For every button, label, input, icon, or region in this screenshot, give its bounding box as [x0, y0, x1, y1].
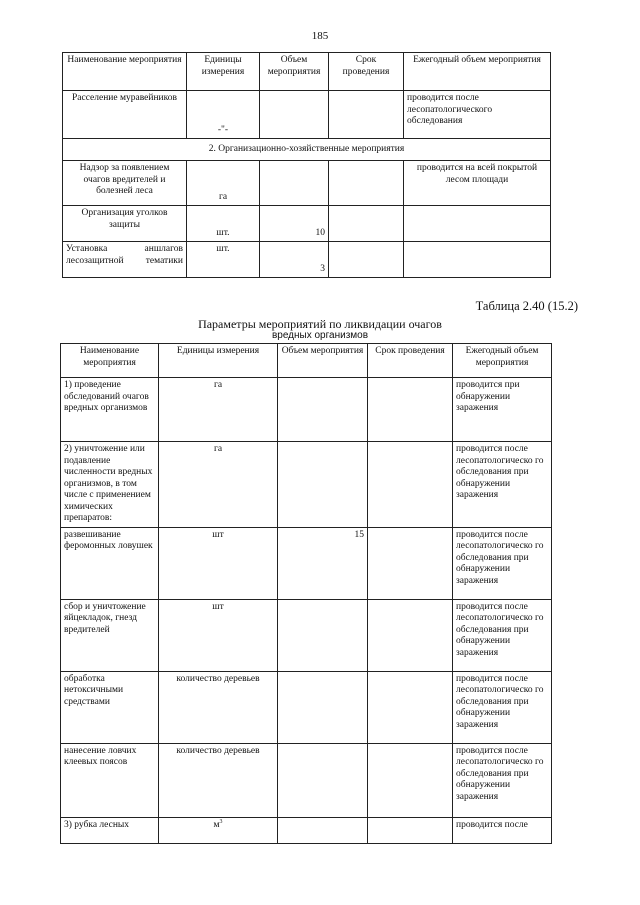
- page-number: 185: [311, 30, 329, 42]
- cell-unit: количество деревьев: [159, 671, 278, 743]
- cell-name: обработка нетоксичными средствами: [61, 671, 159, 743]
- cell-annual: проводится на всей покрытой лесом площади: [404, 161, 551, 206]
- cell-annual: проводится после лесопатологическо го обследования при обнаружении заражения: [453, 442, 552, 528]
- cell-annual: проводится после лесопатологическо го обследования при обнаружении заражения: [453, 671, 552, 743]
- section-row: [63, 139, 551, 161]
- cell-annual: проводится после лесопатологическо го обследования при обнаружении заражения: [453, 527, 552, 599]
- header-name: Наименование мероприятия: [63, 53, 187, 91]
- cell-volume: [278, 442, 368, 528]
- cell-volume: [278, 817, 368, 843]
- table-header-row: [61, 344, 552, 378]
- table-header-row: [63, 53, 551, 91]
- cell-annual: проводится после лесопатологическо го обследования при обнаружении заражения: [453, 599, 552, 671]
- table-number: Таблица 2.40 (15.2): [475, 299, 578, 313]
- cell-name: Надзор за появлением очагов вредителей и болезней леса: [63, 161, 187, 206]
- header-volume: Объем мероприятия: [260, 53, 329, 91]
- cell-unit: шт: [159, 599, 278, 671]
- table-row: [61, 599, 552, 671]
- cell-name: развешивание феромонных ловушек: [61, 527, 159, 599]
- cell-term: [368, 378, 453, 442]
- cell-volume: [278, 743, 368, 817]
- cell-term: [368, 442, 453, 528]
- cell-term: [329, 161, 404, 206]
- cell-unit: [159, 817, 278, 843]
- cell-volume: 3: [260, 242, 329, 278]
- table-row: [63, 161, 551, 206]
- measures-table-continued: [62, 52, 551, 278]
- table-row: [61, 743, 552, 817]
- header-name: Наименование мероприятия: [61, 344, 159, 378]
- cell-annual: проводится после лесопатологического обследования: [404, 91, 551, 139]
- cell-term: [329, 91, 404, 139]
- pest-elimination-table: [60, 343, 552, 844]
- cell-term: [368, 817, 453, 843]
- cell-volume: 15: [278, 527, 368, 599]
- cell-volume: [278, 671, 368, 743]
- header-annual: Ежегодный объем мероприятия: [453, 344, 552, 378]
- cell-name: 2) уничтожение или подавление численности вредных организмов, в том числе с применением химических препаратов:: [61, 442, 159, 528]
- table-row: [63, 91, 551, 139]
- header-unit: Единицы измерения: [159, 344, 278, 378]
- cell-unit: шт: [159, 527, 278, 599]
- cell-volume: 10: [260, 206, 329, 242]
- header-term: Срок проведения: [368, 344, 453, 378]
- cell-unit: шт.: [187, 242, 260, 278]
- cell-name: 1) проведение обследований очагов вредных организмов: [61, 378, 159, 442]
- cell-term: [368, 671, 453, 743]
- cell-annual: проводится после: [453, 817, 552, 843]
- section-title: 2. Организационно-хозяйственные мероприятия: [63, 139, 551, 161]
- unit-superscript: 3: [219, 818, 223, 825]
- cell-volume: [278, 378, 368, 442]
- table-row: [63, 242, 551, 278]
- cell-name: Организация уголков защиты: [63, 206, 187, 242]
- cell-term: [329, 242, 404, 278]
- table-row: [61, 817, 552, 843]
- header-unit: Единицы измерения: [187, 53, 260, 91]
- cell-name: Установка аншлагов лесозащитной тематики: [63, 242, 187, 278]
- table-row: [63, 206, 551, 242]
- cell-name: нанесение ловчих клеевых поясов: [61, 743, 159, 817]
- cell-name: сбор и уничтожение яйцекладок, гнезд вредителей: [61, 599, 159, 671]
- cell-unit: шт.: [187, 206, 260, 242]
- cell-term: [368, 743, 453, 817]
- cell-volume: [278, 599, 368, 671]
- cell-term: [329, 206, 404, 242]
- cell-term: [368, 599, 453, 671]
- table-row: [61, 378, 552, 442]
- cell-volume: [260, 91, 329, 139]
- cell-unit: га: [187, 161, 260, 206]
- cell-unit: количество деревьев: [159, 743, 278, 817]
- unit-text: м: [213, 819, 220, 830]
- cell-volume: [260, 161, 329, 206]
- header-volume: Объем мероприятия: [278, 344, 368, 378]
- cell-unit: -"-: [187, 91, 260, 139]
- cell-name: 3) рубка лесных: [61, 817, 159, 843]
- header-annual: Ежегодный объем мероприятия: [404, 53, 551, 91]
- cell-term: [368, 527, 453, 599]
- cell-name: Расселение муравейников: [63, 91, 187, 139]
- table-title: Параметры мероприятий по ликвидации очагов: [198, 317, 442, 331]
- cell-annual: [404, 242, 551, 278]
- cell-unit: га: [159, 442, 278, 528]
- table-row: [61, 671, 552, 743]
- cell-annual: проводится при обнаружении заражения: [453, 378, 552, 442]
- cell-unit: га: [159, 378, 278, 442]
- cell-annual: проводится после лесопатологическо го обследования при обнаружении заражения: [453, 743, 552, 817]
- table-subtitle: вредных организмов: [271, 330, 369, 341]
- table-row: [61, 527, 552, 599]
- header-term: Срок проведения: [329, 53, 404, 91]
- table-row: [61, 442, 552, 528]
- cell-annual: [404, 206, 551, 242]
